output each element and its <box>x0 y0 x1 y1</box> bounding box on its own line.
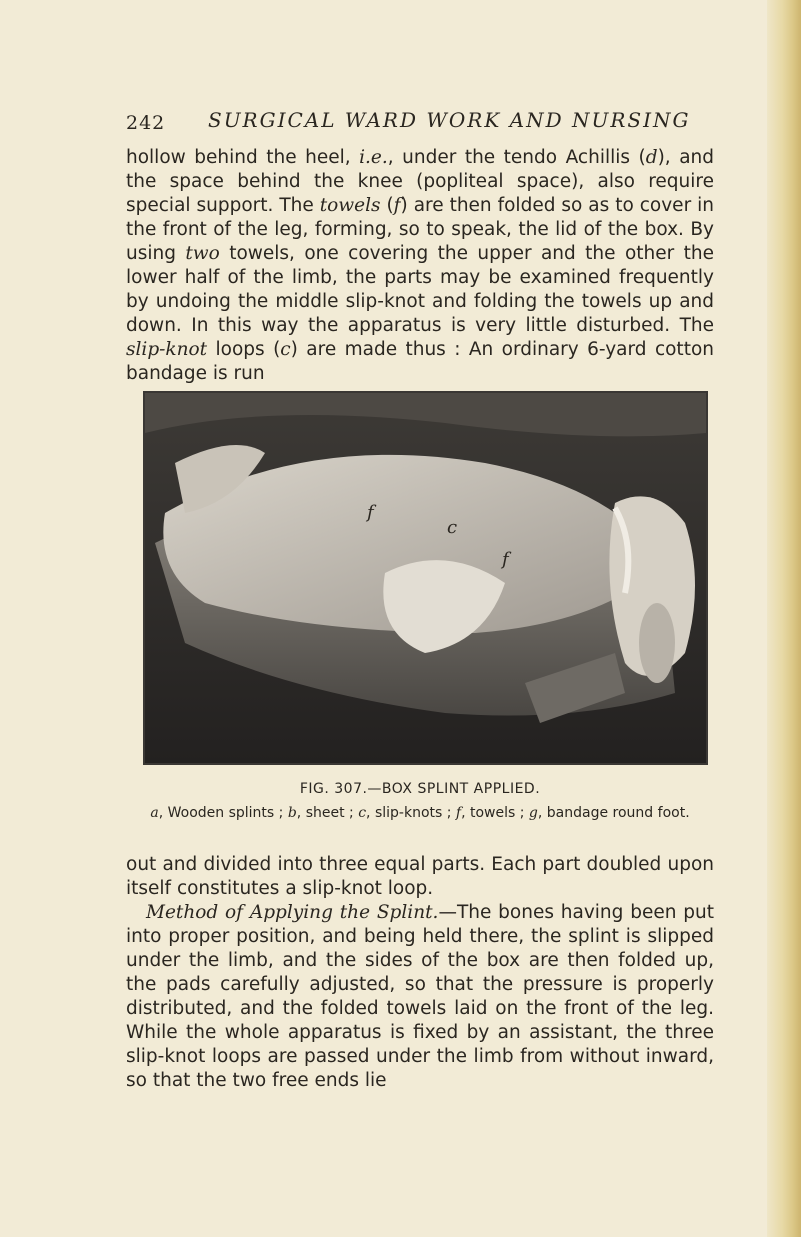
page-header <box>126 100 716 136</box>
legend-key: f <box>455 805 462 821</box>
text-run: hollow behind the heel, <box>126 147 360 168</box>
text-run: towels, one covering the upper and the other the lower half of the limb, the parts may be examined frequently by undoing the middle slip-knot and folding the towels up and down. In this way the apparatus is very little disturbed. The <box>126 243 714 336</box>
italic-text: towels <box>319 195 381 216</box>
italic-letter: f <box>393 195 401 216</box>
paragraph <box>126 146 714 386</box>
label-f: f <box>367 502 374 523</box>
text-run: ( <box>380 195 394 216</box>
text-run: , under the tendo Achillis ( <box>387 147 646 168</box>
italic-text: i.e. <box>359 147 388 168</box>
text-run: ), and the space behind the knee (popliteal space), also require special support. The <box>126 147 714 216</box>
figure-legend <box>126 805 714 821</box>
text-run: ) are then folded so as to cover in the front of the leg, forming, so to speak, the lid of the box. By using <box>126 195 714 264</box>
text-run: loops ( <box>207 339 281 360</box>
paragraph <box>126 901 714 1093</box>
italic-text: slip-knot <box>126 339 208 360</box>
page-edge-shading <box>767 0 801 1237</box>
legend-key: c <box>358 805 367 821</box>
section-heading: Method of Applying the Splint. <box>146 902 439 923</box>
legend-text: , towels ; <box>461 805 529 821</box>
text-run: ) are made thus : An ordinary 6-yard cotton bandage is run <box>126 339 714 384</box>
legend-text: , sheet ; <box>296 805 359 821</box>
legend-text: , bandage round foot. <box>537 805 690 821</box>
label-f: f <box>502 549 509 570</box>
legend-key: a <box>150 805 159 821</box>
legend-key: g <box>528 805 538 821</box>
top-paragraph <box>126 146 714 386</box>
bottom-paragraphs <box>126 853 714 1093</box>
italic-letter: c <box>280 339 291 360</box>
text-run: —The bones having been put into proper position, and being held there, the splint is slipped under the limb, and the sides of the box are then folded up, the pads carefully adjusted, so that the pressure is properly distributed, and the folded towels laid on the front of the leg. While the whole apparatus is fixed by an assistant, the three slip-knot loops are passed under the limb from without inward, so that the two free ends lie <box>126 902 714 1091</box>
running-title: SURGICAL WARD WORK AND NURSING <box>208 108 691 132</box>
paragraph: out and divided into three equal parts. Each part doubled upon itself constitutes a slip-knot loop. <box>126 854 714 899</box>
splint-illustration <box>145 393 706 763</box>
legend-text: , Wooden splints ; <box>158 805 288 821</box>
italic-text: two <box>185 243 220 264</box>
figure-box-splint-photo <box>143 391 708 765</box>
label-c: c <box>447 517 458 538</box>
figure-caption: FIG. 307.—BOX SPLINT APPLIED. <box>299 781 541 797</box>
legend-key: b <box>287 805 297 821</box>
foot-end <box>639 603 675 683</box>
italic-letter: d <box>645 147 658 168</box>
legend-text: , slip-knots ; <box>366 805 456 821</box>
page-number: 242 <box>126 112 166 134</box>
